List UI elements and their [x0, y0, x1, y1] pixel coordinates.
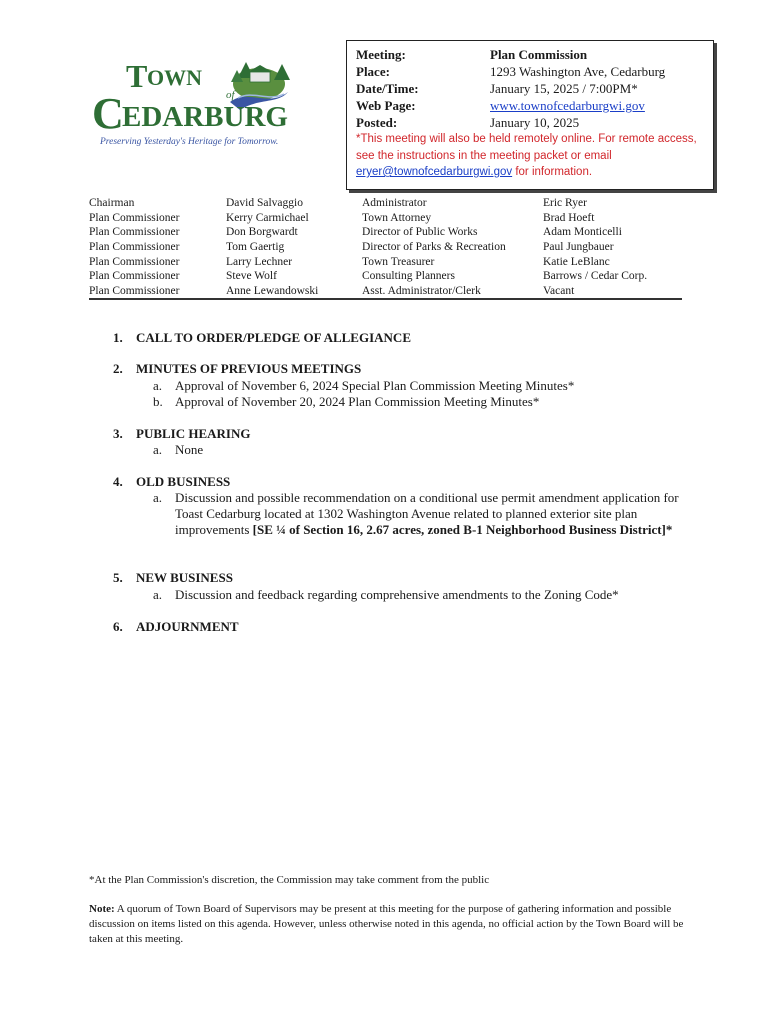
datetime-value: January 15, 2025 / 7:00PM*: [490, 81, 638, 96]
webpage-label: Web Page:: [356, 98, 416, 113]
place-label: Place:: [356, 64, 390, 79]
staff-title: Town Attorney: [362, 211, 432, 224]
agenda-number: 6.: [113, 619, 123, 634]
agenda-title-call-to-order: CALL TO ORDER/PLEDGE OF ALLEGIANCE: [136, 330, 411, 345]
remote-email-link[interactable]: eryer@townofcedarburgwi.gov: [356, 166, 513, 178]
posted-value: January 10, 2025: [490, 115, 580, 130]
datetime-label: Date/Time:: [356, 81, 419, 96]
agenda-title-public-hearing: PUBLIC HEARING: [136, 426, 251, 441]
staff-title: Director of Public Works: [362, 226, 478, 239]
staff-title: Plan Commissioner: [89, 255, 180, 268]
staff-title: Town Treasurer: [362, 255, 435, 268]
agenda-number: 4.: [113, 474, 123, 489]
staff-name: David Salvaggio: [226, 197, 303, 209]
place-row: [356, 64, 665, 80]
staff-name: Vacant: [543, 285, 575, 298]
staff-title: Plan Commissioner: [89, 241, 180, 254]
staff-title: Consulting Planners: [362, 270, 455, 283]
agenda-number: 1.: [113, 330, 123, 345]
sub-item-text: Approval of November 6, 2024 Special Plan Commission Meeting Minutes*: [175, 378, 575, 393]
meeting-label: Meeting:: [356, 47, 406, 62]
staff-name: Don Borgwardt: [226, 226, 298, 239]
staff-name: Steve Wolf: [226, 270, 277, 283]
logo-tagline: Preserving Yesterday's Heritage for Tomorrow.: [100, 137, 279, 147]
agenda-number: 2.: [113, 361, 123, 376]
sub-item-text: Discussion and feedback regarding comprehensive amendments to the Zoning Code*: [175, 587, 619, 602]
staff-title: Plan Commissioner: [89, 211, 180, 224]
section-divider: [89, 298, 682, 300]
staff-title: Administrator: [362, 197, 427, 209]
remote-note-suffix: for information.: [512, 166, 593, 178]
staff-name: Eric Ryer: [543, 197, 587, 209]
staff-title: Director of Parks & Recreation: [362, 241, 506, 254]
posted-row: [356, 115, 579, 131]
staff-name: Brad Hoeft: [543, 211, 595, 224]
remote-access-note: [356, 131, 708, 181]
agenda-title-adjournment: ADJOURNMENT: [136, 619, 239, 634]
staff-title: Plan Commissioner: [89, 226, 180, 239]
webpage-link[interactable]: www.townofcedarburgwi.gov: [490, 98, 645, 113]
datetime-row: [356, 81, 638, 97]
sub-item-text: Approval of November 20, 2024 Plan Commission Meeting Minutes*: [175, 394, 540, 409]
staff-name: Paul Jungbauer: [543, 241, 614, 254]
staff-title: Plan Commissioner: [89, 285, 180, 298]
staff-titles-right: [362, 196, 506, 299]
staff-title: Plan Commissioner: [89, 270, 180, 283]
logo-word-town: T: [126, 58, 148, 94]
staff-names-right: [543, 196, 647, 299]
remote-note-prefix: *This meeting will also be held remotely online. For remote access, see the instructions in the meeting packet or email: [356, 133, 697, 162]
meeting-info-box: [346, 40, 714, 190]
quorum-note: [89, 902, 689, 947]
svg-text:of: of: [226, 89, 235, 101]
sub-item-letter: a.: [153, 378, 163, 393]
sub-item-text: None: [175, 442, 204, 457]
staff-name: Anne Lewandowski: [226, 285, 319, 298]
staff-title: Chairman: [89, 197, 135, 209]
note-text: A quorum of Town Board of Supervisors may be present at this meeting for the purpose of gathering information and possible discussion on items listed on this agenda. However, unless otherwise noted in this agenda, no official action by the Town Board will be taken at this meeting.: [89, 903, 684, 945]
svg-text:OWN: OWN: [147, 65, 202, 90]
sub-item-paragraph: [175, 490, 685, 538]
discretion-note: *At the Plan Commission's discretion, the Commission may take comment from the public: [89, 874, 490, 886]
staff-name: Tom Gaertig: [226, 241, 285, 254]
note-label: Note:: [89, 903, 115, 915]
agenda-number: 3.: [113, 426, 123, 441]
staff-name: Katie LeBlanc: [543, 255, 610, 268]
staff-name: Barrows / Cedar Corp.: [543, 270, 648, 283]
sub-item-bold-text: [SE ¼ of Section 16, 2.67 acres, zoned B-1 Neighborhood Business District]*: [252, 522, 673, 537]
webpage-row: [356, 98, 645, 114]
sub-item-text: Discussion and possible recommendation on a conditional use permit amendment application for Toast Cedarburg located at 1302 Washington Avenue related to planned exterior site plan improvements: [175, 490, 679, 537]
sub-item-letter: a.: [153, 587, 163, 602]
agenda-title-new-business: NEW BUSINESS: [136, 570, 233, 585]
agenda-number: 5.: [113, 570, 123, 585]
sub-item-letter: b.: [153, 394, 163, 409]
meeting-row: [356, 47, 587, 63]
place-value: 1293 Washington Ave, Cedarburg: [490, 64, 666, 79]
sub-item-letter: a.: [153, 442, 163, 457]
staff-titles-left: [89, 196, 179, 299]
staff-title: Asst. Administrator/Clerk: [362, 285, 481, 298]
posted-label: Posted:: [356, 115, 398, 130]
agenda-title-minutes: MINUTES OF PREVIOUS MEETINGS: [136, 361, 362, 376]
staff-name: Larry Lechner: [226, 255, 293, 268]
staff-name: Adam Monticelli: [543, 226, 622, 239]
agenda-title-old-business: OLD BUSINESS: [136, 474, 231, 489]
staff-names-left: [226, 196, 318, 299]
meeting-value: Plan Commission: [490, 47, 588, 62]
logo-word-cedarburg: C: [92, 89, 124, 138]
sub-item-letter: a.: [153, 490, 163, 505]
svg-text:EDARBURG: EDARBURG: [122, 101, 288, 133]
staff-name: Kerry Carmichael: [226, 211, 309, 224]
